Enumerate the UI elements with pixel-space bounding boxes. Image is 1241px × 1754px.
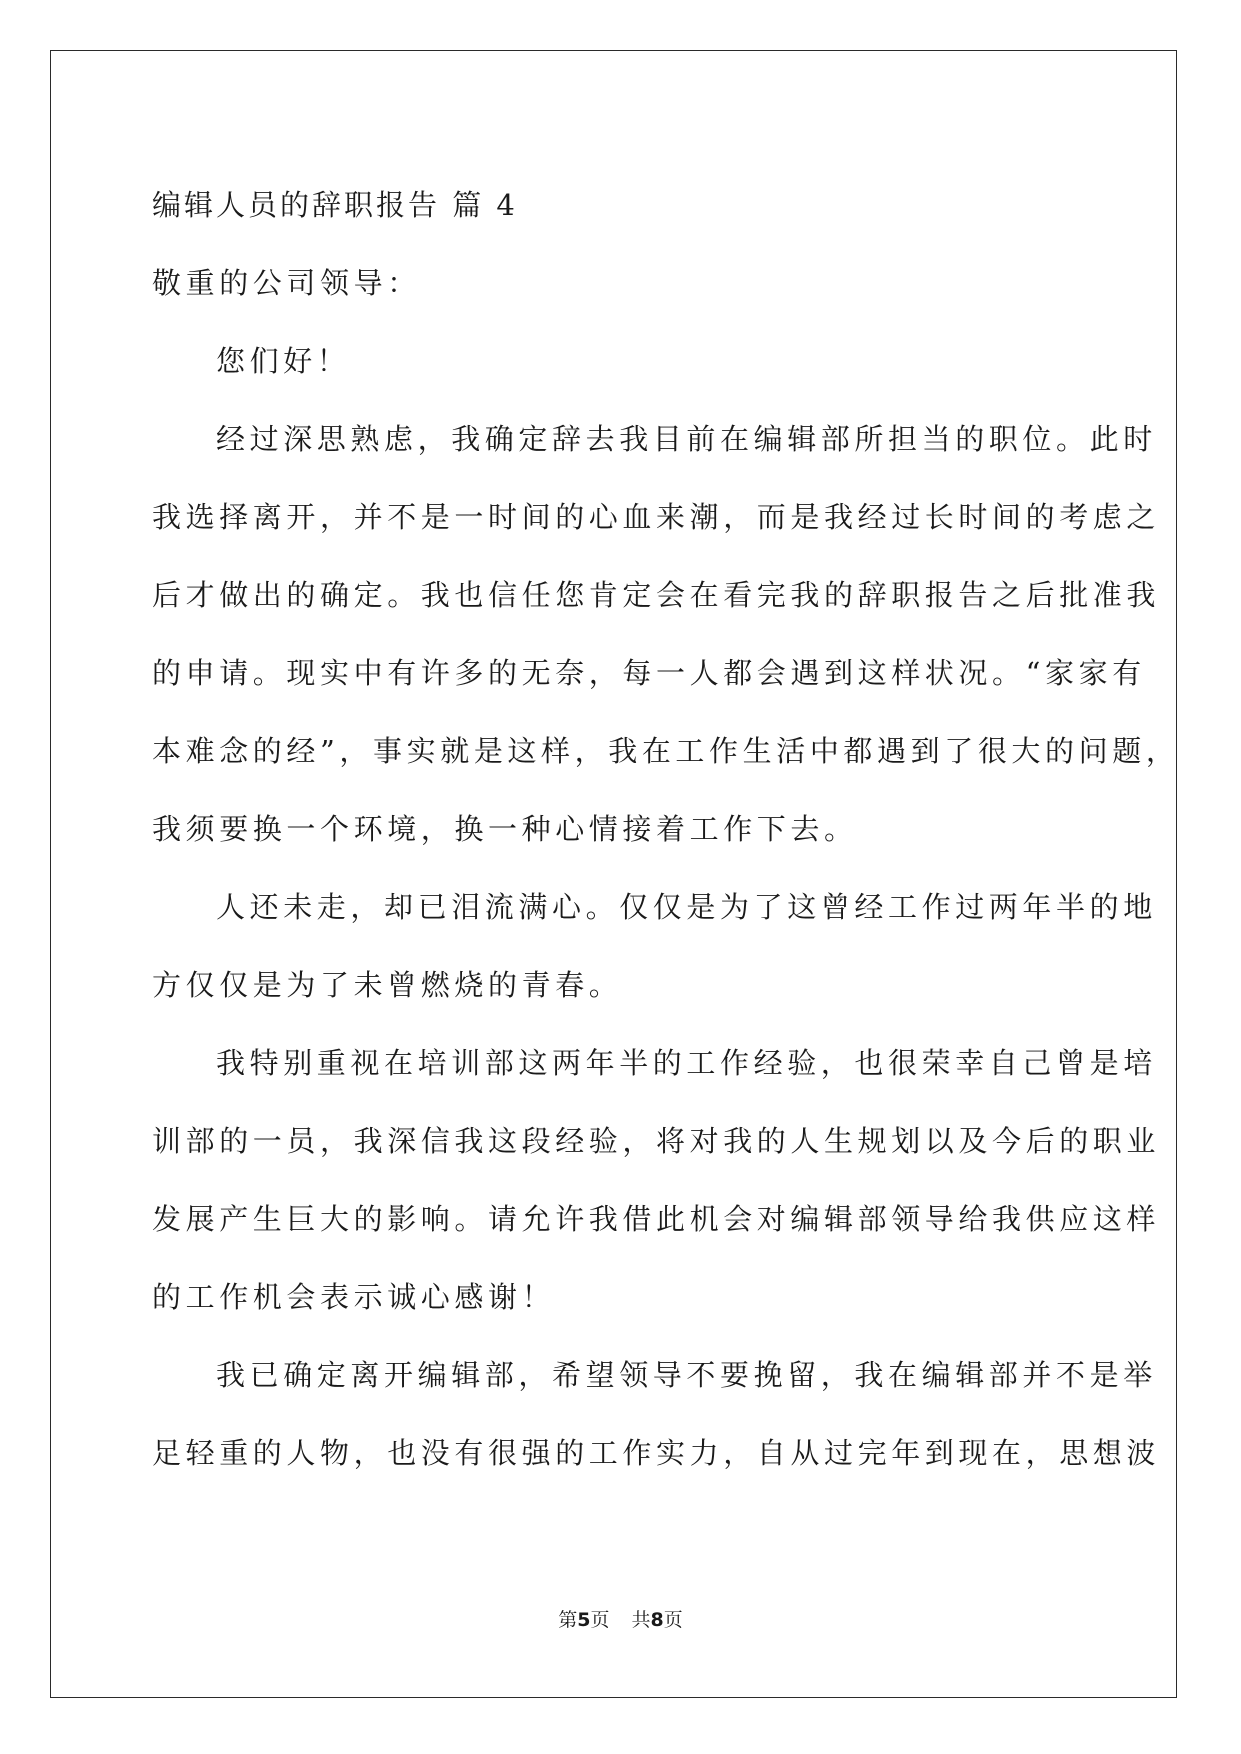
paragraph-line: 人还未走，却已泪流满心。仅仅是为了这曾经工作过两年半的地 xyxy=(216,890,1157,924)
paragraph-line: 我已确定离开编辑部，希望领导不要挽留，我在编辑部并不是举 xyxy=(216,1358,1157,1392)
paragraph-line: 训部的一员，我深信我这段经验，将对我的人生规划以及今后的职业 xyxy=(152,1124,1161,1158)
paragraph-line: 方仅仅是为了未曾燃烧的青春。 xyxy=(152,968,623,1002)
salutation: 敬重的公司领导： xyxy=(152,266,421,300)
paragraph-line: 发展产生巨大的影响。请允许我借此机会对编辑部领导给我供应这样 xyxy=(152,1202,1161,1236)
paragraph-line: 我特别重视在培训部这两年半的工作经验，也很荣幸自己曾是培 xyxy=(216,1046,1157,1080)
page-suffix: 页 xyxy=(590,1609,610,1631)
paragraph-line: 我选择离开，并不是一时间的心血来潮，而是我经过长时间的考虑之 xyxy=(152,500,1161,534)
paragraph-3 xyxy=(152,1024,1161,1336)
document-body xyxy=(152,166,1180,1492)
page-footer xyxy=(0,1608,1241,1632)
total-prefix: 共 xyxy=(631,1609,651,1631)
document-title: 编辑人员的辞职报告 篇 4 xyxy=(152,188,518,222)
total-pages: 8 xyxy=(650,1609,664,1631)
paragraph-line: 足轻重的人物，也没有很强的工作实力，自从过完年到现在，思想波 xyxy=(152,1436,1161,1470)
greeting: 您们好！ xyxy=(216,344,351,378)
paragraph-line: 的工作机会表示诚心感谢！ xyxy=(152,1280,556,1314)
total-suffix: 页 xyxy=(663,1609,683,1631)
paragraph-line: 本难念的经”，事实就是这样，我在工作生活中都遇到了很大的问题， xyxy=(152,734,1180,768)
paragraph-4 xyxy=(152,1336,1161,1492)
paragraph-2 xyxy=(152,868,1157,1024)
paragraph-line: 的申请。现实中有许多的无奈，每一人都会遇到这样状况。“家家有 xyxy=(152,656,1146,690)
paragraph-line: 后才做出的确定。我也信任您肯定会在看完我的辞职报告之后批准我 xyxy=(152,578,1161,612)
page-prefix: 第 xyxy=(558,1609,578,1631)
paragraph-1 xyxy=(152,400,1180,868)
paragraph-line: 我须要换一个环境，换一种心情接着工作下去。 xyxy=(152,812,858,846)
paragraph-line: 经过深思熟虑，我确定辞去我目前在编辑部所担当的职位。此时 xyxy=(216,422,1157,456)
page-number: 5 xyxy=(577,1609,591,1631)
